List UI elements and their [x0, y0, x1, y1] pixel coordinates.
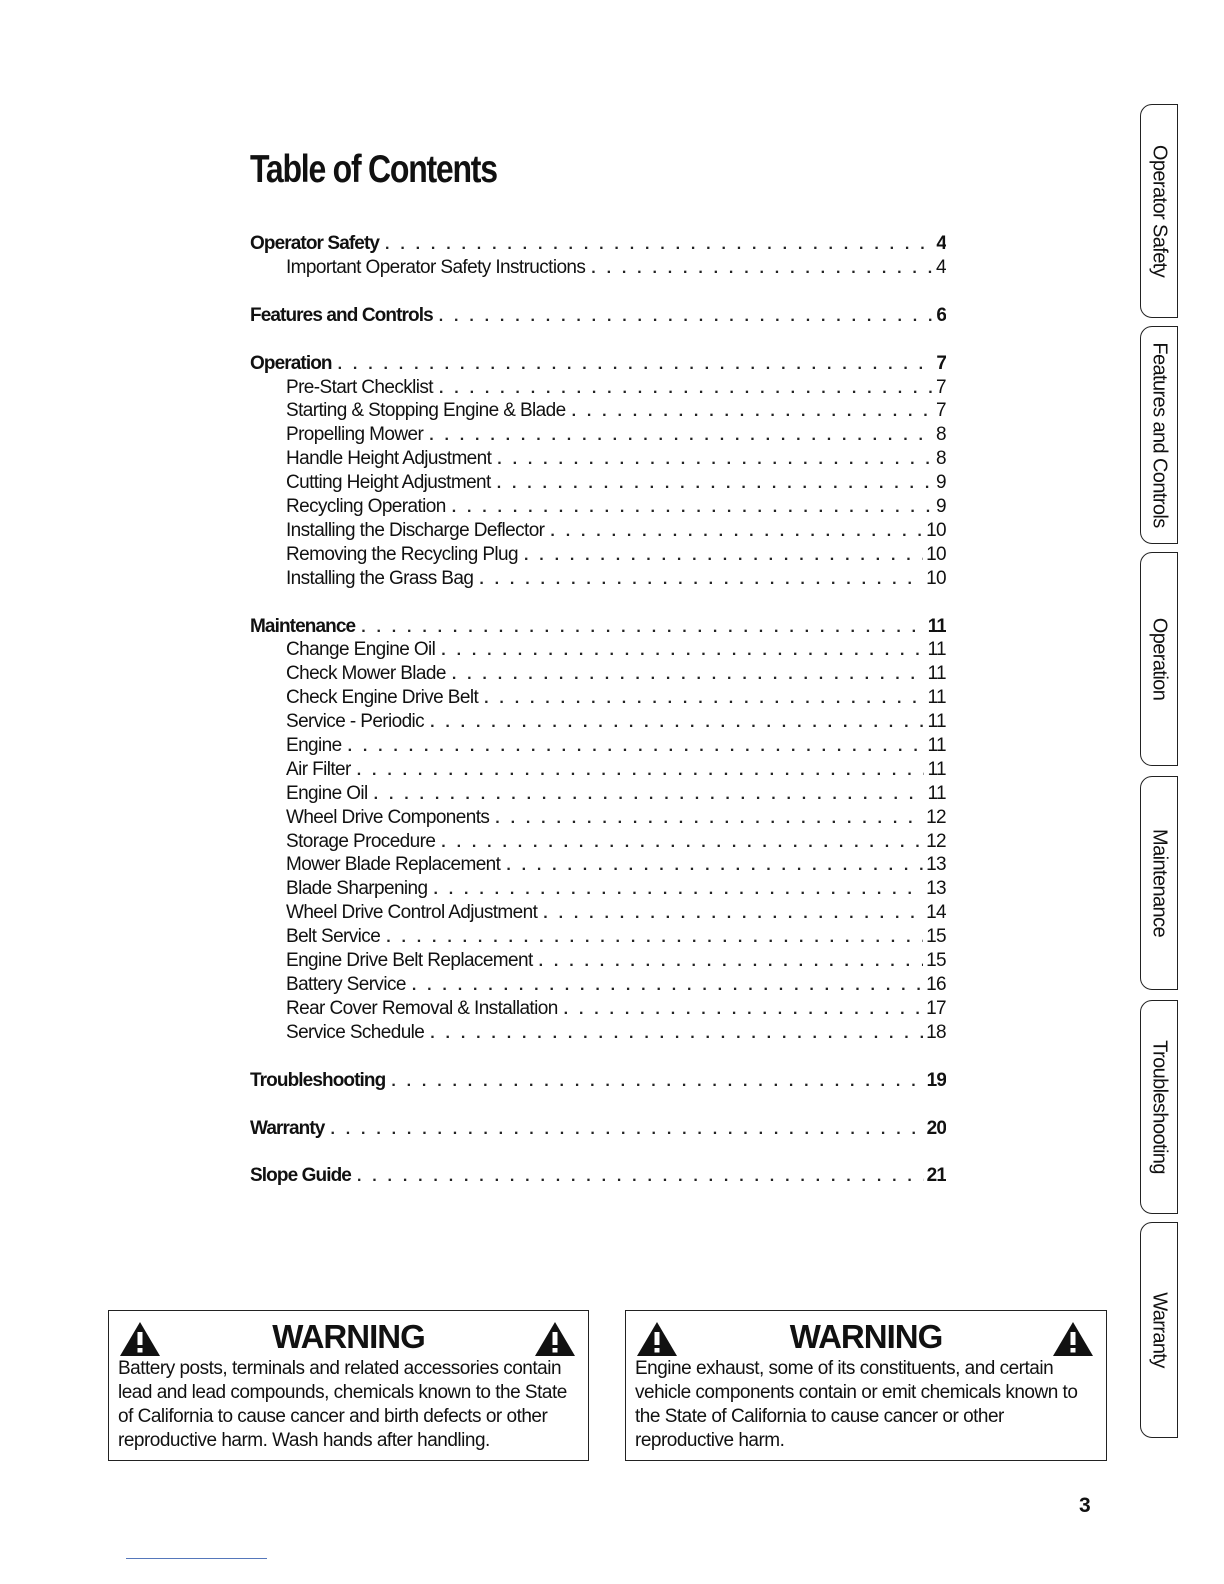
leader-dots — [452, 663, 925, 686]
leader-dots — [391, 1070, 923, 1093]
toc-page-number: 9 — [936, 472, 946, 494]
leader-dots — [479, 568, 923, 591]
toc-subentry[interactable] — [250, 376, 946, 400]
warning-triangle-icon — [119, 1321, 161, 1357]
leader-dots — [524, 544, 923, 567]
toc-entry-title: Mower Blade Replacement — [286, 854, 501, 876]
toc-entry-title: Engine Drive Belt Replacement — [286, 950, 533, 972]
tab-label: Operation — [1148, 617, 1171, 701]
leader-dots — [357, 759, 925, 782]
toc-page-number: 19 — [926, 1069, 946, 1091]
page-title: Table of Contents — [250, 148, 497, 191]
tab-label: Troubleshooting — [1148, 1040, 1171, 1174]
warning-title: WARNING — [789, 1318, 943, 1355]
tab-troubleshooting[interactable] — [1140, 1000, 1178, 1214]
tab-label: Warranty — [1148, 1292, 1171, 1368]
toc-entry-title: Air Filter — [286, 758, 351, 780]
leader-dots — [338, 353, 934, 376]
toc-page-number: 13 — [926, 854, 946, 876]
toc-entry-title: Wheel Drive Components — [286, 806, 490, 828]
toc-subentry[interactable] — [250, 853, 946, 877]
toc-page-number: 10 — [926, 543, 946, 565]
tab-operation[interactable] — [1140, 552, 1178, 766]
toc-page-number: 11 — [927, 758, 946, 780]
warning-triangle-icon — [636, 1321, 678, 1357]
toc-subentry[interactable] — [250, 949, 946, 973]
toc-entry-title: Recycling Operation — [286, 496, 446, 518]
leader-dots — [495, 807, 923, 830]
leader-dots — [412, 974, 923, 997]
toc-subentry[interactable] — [250, 997, 946, 1021]
leader-dots — [430, 711, 924, 734]
tab-operator-safety[interactable] — [1140, 104, 1178, 318]
leader-dots — [591, 257, 933, 280]
toc-entry-title: Starting & Stopping Engine & Blade — [286, 400, 566, 422]
leader-dots — [441, 831, 923, 854]
toc-page-number: 12 — [926, 806, 946, 828]
tab-warranty[interactable] — [1140, 1222, 1178, 1438]
leader-dots — [441, 639, 924, 662]
toc-subentry[interactable] — [250, 758, 946, 782]
toc-page-number: 11 — [927, 663, 946, 685]
toc-page-number: 7 — [936, 376, 946, 398]
leader-dots — [374, 783, 925, 806]
tab-maintenance[interactable] — [1140, 776, 1178, 990]
toc-page-number: 11 — [927, 735, 946, 757]
leader-dots — [497, 472, 933, 495]
warning-title: WARNING — [272, 1318, 425, 1355]
toc-subentry[interactable] — [250, 662, 946, 686]
toc-page-number: 11 — [927, 711, 946, 733]
toc-subentry[interactable] — [250, 543, 946, 567]
toc-page-number: 11 — [927, 639, 946, 661]
toc-entry-title: Check Engine Drive Belt — [286, 687, 479, 709]
leader-dots — [572, 400, 933, 423]
toc-subentry[interactable] — [250, 1021, 946, 1045]
divider — [126, 1558, 267, 1559]
toc-entry-title: Features and Controls — [250, 304, 433, 326]
leader-dots — [385, 233, 933, 256]
toc-entry-title: Change Engine Oil — [286, 639, 436, 661]
leader-dots — [430, 1022, 923, 1045]
toc-entry-title: Maintenance — [250, 615, 356, 637]
warning-header — [109, 1315, 588, 1359]
warning-triangle-icon — [534, 1321, 576, 1357]
toc-section — [250, 1164, 946, 1188]
tab-label: Operator Safety — [1148, 144, 1171, 278]
toc-page-number: 4 — [936, 233, 946, 254]
toc-subentry[interactable] — [250, 447, 946, 471]
toc-entry-title: Installing the Grass Bag — [286, 567, 474, 589]
toc-entry-troubleshooting[interactable] — [250, 1069, 946, 1093]
leader-dots — [497, 448, 933, 471]
toc-section — [250, 1117, 946, 1141]
toc-page-number: 16 — [926, 973, 946, 995]
warning-text: Battery posts, terminals and related accessories contain lead and lead compounds, chemicals known to the State of California to cause cancer and birth defects or other reproductive harm. Wash hands after handling. — [118, 1358, 567, 1451]
toc-entry-title: Service - Periodic — [286, 711, 425, 733]
toc-entry-title: Handle Height Adjustment — [286, 448, 492, 470]
toc-entry-title: Warranty — [250, 1117, 325, 1139]
toc-entry-title: Important Operator Safety Instructions — [286, 256, 586, 278]
toc-entry-title: Installing the Discharge Deflector — [286, 519, 545, 541]
toc-subentry[interactable] — [250, 495, 946, 519]
toc-section — [250, 352, 946, 591]
toc-subentry[interactable] — [250, 399, 946, 423]
toc-subentry[interactable] — [250, 877, 946, 901]
leader-dots — [564, 998, 923, 1021]
toc-page-number: 11 — [927, 615, 946, 637]
toc-entry-title: Storage Procedure — [286, 830, 436, 852]
toc-page-number: 10 — [926, 567, 946, 589]
toc-page-number: 12 — [926, 830, 946, 852]
leader-dots — [439, 305, 934, 328]
leader-dots — [361, 616, 925, 639]
toc-entry-slope-guide[interactable] — [250, 1164, 946, 1188]
toc-subentry[interactable] — [250, 686, 946, 710]
toc-entry-warranty[interactable] — [250, 1117, 946, 1141]
page-number: 3 — [1079, 1494, 1091, 1517]
toc-entry-title: Blade Sharpening — [286, 878, 428, 900]
warning-triangle-icon — [1052, 1321, 1094, 1357]
leader-dots — [484, 687, 924, 710]
warning-box-exhaust — [625, 1310, 1107, 1461]
toc-subentry[interactable] — [250, 782, 946, 806]
tab-label: Features and Controls — [1148, 342, 1171, 528]
toc-section — [250, 232, 946, 280]
toc-subentry[interactable] — [250, 710, 946, 734]
table-of-contents — [250, 232, 946, 1212]
toc-entry-title: Engine — [286, 735, 342, 757]
toc-subentry[interactable] — [250, 973, 946, 997]
toc-page-number: 8 — [936, 448, 946, 470]
toc-entry-title: Belt Service — [286, 926, 381, 948]
toc-page-number: 11 — [927, 687, 946, 709]
toc-subentry[interactable] — [250, 471, 946, 495]
leader-dots — [330, 1118, 923, 1141]
toc-page-number: 10 — [926, 519, 946, 541]
toc-entry-title: Engine Oil — [286, 782, 368, 804]
toc-subentry[interactable] — [250, 734, 946, 758]
tab-features-and-controls[interactable] — [1140, 326, 1178, 544]
toc-entry-title: Pre-Start Checklist — [286, 376, 433, 398]
toc-page-number: 9 — [936, 496, 946, 518]
toc-subentry[interactable] — [250, 638, 946, 662]
toc-entry-title: Slope Guide — [250, 1165, 351, 1187]
toc-subentry[interactable] — [250, 830, 946, 854]
toc-entry-title: Propelling Mower — [286, 424, 424, 446]
leader-dots — [348, 735, 925, 758]
toc-page-number: 11 — [927, 782, 946, 804]
toc-page-number: 15 — [926, 950, 946, 972]
leader-dots — [550, 520, 923, 543]
toc-entry-title: Battery Service — [286, 973, 406, 995]
toc-entry-operation[interactable] — [250, 352, 946, 376]
toc-entry-title: Wheel Drive Control Adjustment — [286, 902, 538, 924]
leader-dots — [386, 926, 923, 949]
toc-page-number: 7 — [936, 352, 946, 374]
leader-dots — [506, 854, 923, 877]
leader-dots — [433, 878, 923, 901]
toc-section — [250, 304, 946, 328]
toc-page-number: 13 — [926, 878, 946, 900]
toc-page-number: 6 — [936, 304, 946, 326]
warning-box-battery — [108, 1310, 589, 1461]
leader-dots — [539, 950, 923, 973]
toc-page-number: 4 — [936, 256, 946, 278]
leader-dots — [543, 902, 923, 925]
toc-page-number: 21 — [926, 1165, 946, 1187]
toc-entry-maintenance[interactable] — [250, 615, 946, 639]
leader-dots — [452, 496, 933, 519]
toc-subentry[interactable] — [250, 567, 946, 591]
toc-subentry[interactable] — [250, 925, 946, 949]
warning-header — [626, 1315, 1106, 1359]
toc-subentry[interactable] — [250, 519, 946, 543]
toc-page-number: 20 — [926, 1117, 946, 1139]
toc-page-number: 8 — [936, 424, 946, 446]
tab-label: Maintenance — [1148, 829, 1171, 937]
toc-subentry[interactable] — [250, 256, 946, 280]
toc-subentry[interactable] — [250, 901, 946, 925]
toc-entry-title: Rear Cover Removal & Installation — [286, 997, 558, 1019]
toc-entry-title: Check Mower Blade — [286, 663, 446, 685]
toc-entry-title: Troubleshooting — [250, 1069, 386, 1091]
toc-subentry[interactable] — [250, 806, 946, 830]
toc-section — [250, 615, 946, 1045]
leader-dots — [439, 377, 933, 400]
toc-subentry[interactable] — [250, 423, 946, 447]
toc-entry-operator-safety[interactable] — [250, 232, 946, 256]
toc-entry-title: Operator Safety — [250, 233, 380, 254]
toc-entry-title: Removing the Recycling Plug — [286, 543, 518, 565]
toc-page-number: 15 — [926, 926, 946, 948]
leader-dots — [429, 424, 933, 447]
toc-entry-title: Cutting Height Adjustment — [286, 472, 491, 494]
leader-dots — [357, 1165, 924, 1188]
toc-entry-title: Service Schedule — [286, 1021, 425, 1043]
toc-entry-title: Operation — [250, 352, 332, 374]
toc-page-number: 14 — [926, 902, 946, 924]
toc-section — [250, 1069, 946, 1093]
toc-page-number: 17 — [926, 997, 946, 1019]
warning-text: Engine exhaust, some of its constituents, and certain vehicle components contain or emit chemicals known to the State of California to cause cancer or other reproductive harm. — [635, 1358, 1078, 1451]
toc-page-number: 18 — [926, 1021, 946, 1043]
toc-page-number: 7 — [936, 400, 946, 422]
toc-entry-features-and-controls[interactable] — [250, 304, 946, 328]
